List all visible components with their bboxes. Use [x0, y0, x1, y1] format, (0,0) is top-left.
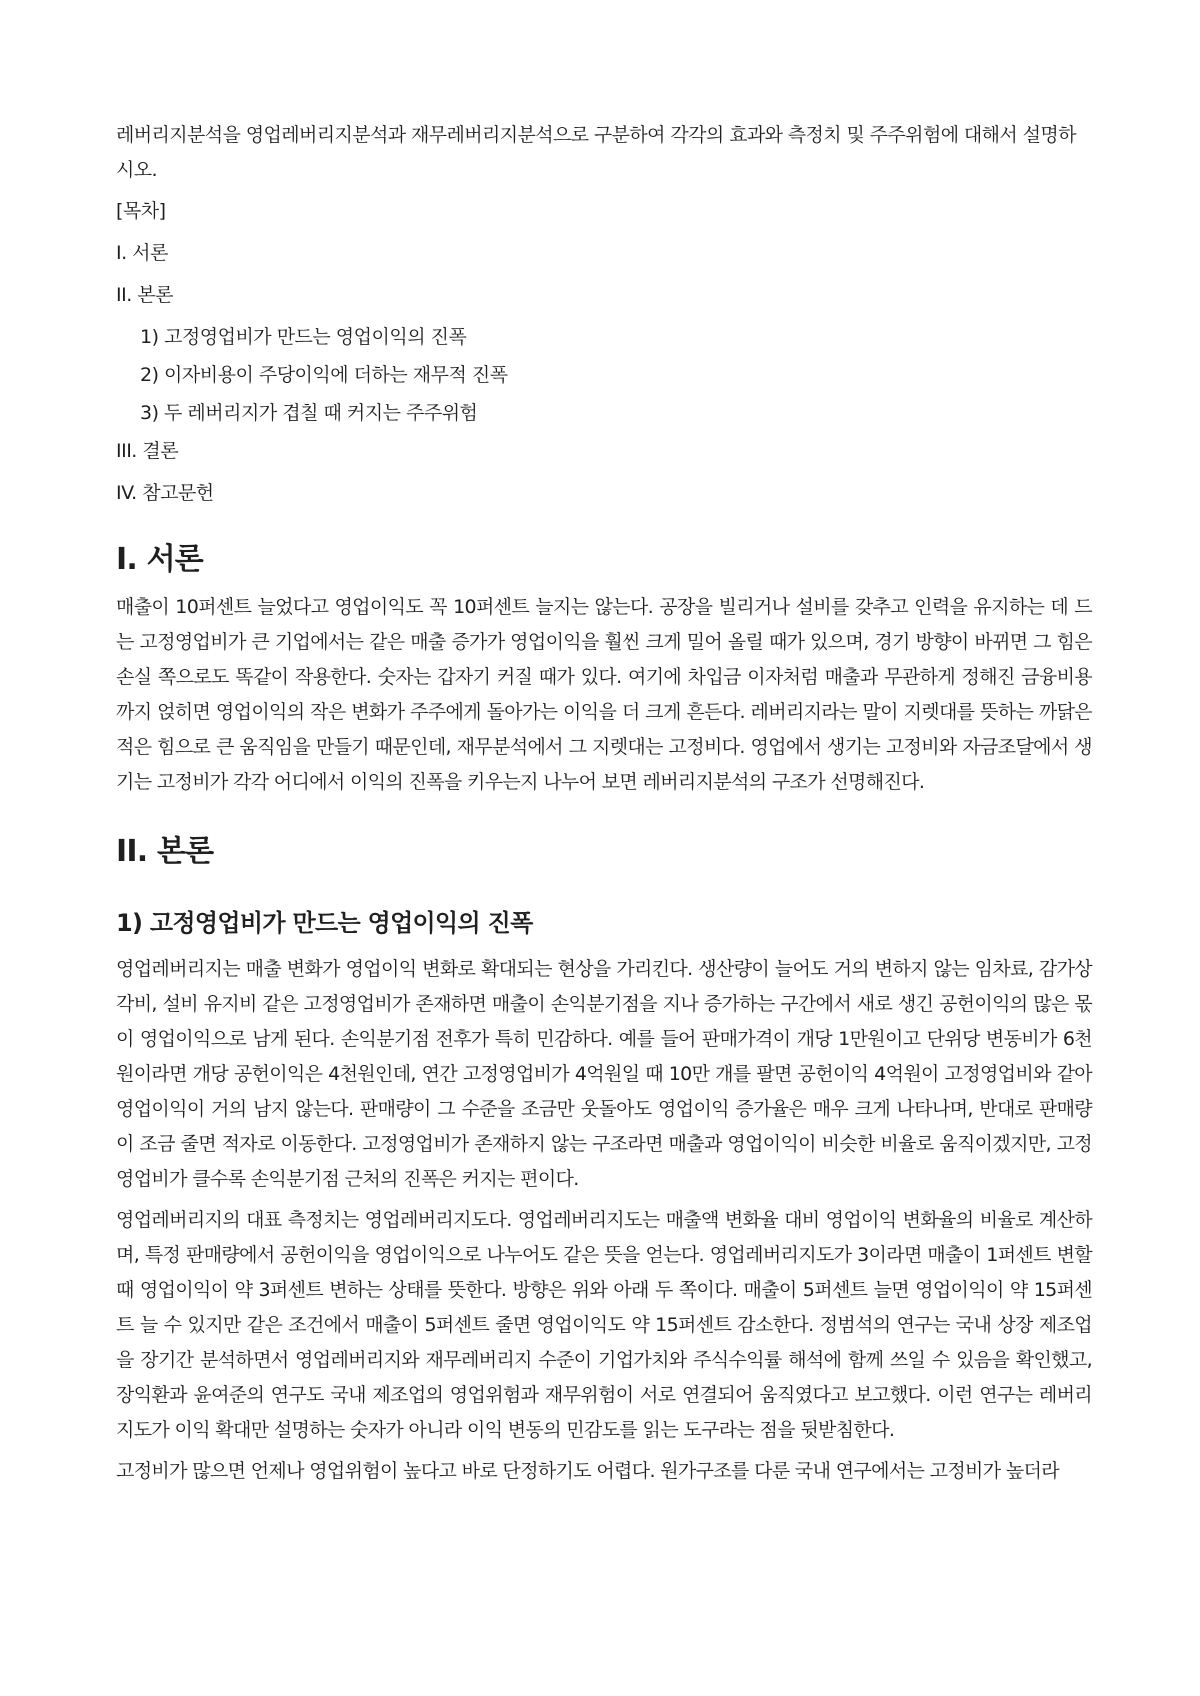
table-of-contents: [116, 196, 1092, 508]
toc-item: III. 결론: [116, 440, 179, 462]
intro-paragraph: 매출이 10퍼센트 늘었다고 영업이익도 꼭 10퍼센트 늘지는 않는다. 공장을 빌리거나 설비를 갖추고 인력을 유지하는 데 드는 고정영업비가 큰 기업에서는 같은 매출 증가가 영업이익을 훨씬 크게 밀어 올릴 때가 있으며, 경기 방향이 바뀌면 그 힘은 손실 쪽으로도 똑같이 작용한다. 숫자는 갑자기 커질 때가 있다. 여기에 차입금 이자처럼 매출과 무관하게 정해진 금융비용까지 얹히면 영업이익의 작은 변화가 주주에게 돌아가는 이익을 더 크게 흔든다. 레버리지라는 말이 지렛대를 뜻하는 까닭은 적은 힘으로 큰 움직임을 만들기 때문인데, 재무분석에서 그 지렛대는 고정비다. 영업에서 생기는 고정비와 자금조달에서 생기는 고정비가 각각 어디에서 이익의 진폭을 키우는지 나누어 보면 레버리지분석의 구조가 선명해진다.: [116, 596, 1092, 793]
body-paragraph: 고정비가 많으면 언제나 영업위험이 높다고 바로 단정하기도 어렵다. 원가구조를 다룬 국내 연구에서는 고정비가 높더라: [116, 1460, 1059, 1482]
toc-item: 1) 고정영업비가 만드는 영업이익의 진폭: [140, 326, 467, 348]
section-title-body: II. 본론: [116, 834, 214, 869]
toc-item: IV. 참고문헌: [116, 482, 214, 504]
toc-item: 2) 이자비용이 주당이익에 더하는 재무적 진폭: [140, 364, 508, 386]
toc-item: 3) 두 레버리지가 겹칠 때 커지는 주주위험: [140, 402, 478, 424]
section-title-intro: I. 서론: [116, 542, 203, 577]
toc-heading: [목차]: [116, 200, 166, 222]
subsection-title-1: 1) 고정영업비가 만드는 영업이익의 진폭: [116, 909, 533, 937]
document-content: [116, 118, 1092, 1495]
body-paragraph: 영업레버리지의 대표 측정치는 영업레버리지도다. 영업레버리지도는 매출액 변화율 대비 영업이익 변화율의 비율로 계산하며, 특정 판매량에서 공헌이익을 영업이익으로 나누어도 같은 뜻을 얻는다. 영업레버리지도가 3이라면 매출이 1퍼센트 변할 때 영업이익이 약 3퍼센트 변하는 상태를 뜻한다. 방향은 위와 아래 두 쪽이다. 매출이 5퍼센트 늘면 영업이익이 약 15퍼센트 늘 수 있지만 같은 조건에서 매출이 5퍼센트 줄면 영업이익도 약 15퍼센트 감소한다. 정범석의 연구는 국내 상장 제조업을 장기간 분석하면서 영업레버리지와 재무레버리지 수준이 기업가치와 주식수익률 해석에 함께 쓰일 수 있음을 확인했고, 장익환과 윤여준의 연구도 국내 제조업의 영업위험과 재무위험이 서로 연결되어 움직였다고 보고했다. 이런 연구는 레버리지도가 이익 확대만 설명하는 숫자가 아니라 이익 변동의 민감도를 읽는 도구라는 점을 뒷받침한다.: [116, 1209, 1092, 1441]
body-paragraph: 영업레버리지는 매출 변화가 영업이익 변화로 확대되는 현상을 가리킨다. 생산량이 늘어도 거의 변하지 않는 임차료, 감가상각비, 설비 유지비 같은 고정영업비가 존재하면 매출이 손익분기점을 지나 증가하는 구간에서 새로 생긴 공헌이익의 많은 몫이 영업이익으로 남게 된다. 손익분기점 전후가 특히 민감하다. 예를 들어 판매가격이 개당 1만원이고 단위당 변동비가 6천원이라면 개당 공헌이익은 4천원인데, 연간 고정영업비가 4억원일 때 10만 개를 팔면 공헌이익 4억원이 고정영업비와 같아 영업이익이 거의 남지 않는다. 판매량이 그 수준을 조금만 웃돌아도 영업이익 증가율은 매우 크게 나타나며, 반대로 판매량이 조금 줄면 적자로 이동한다. 고정영업비가 존재하지 않는 구조라면 매출과 영업이익이 비슷한 비율로 움직이겠지만, 고정영업비가 클수록 손익분기점 근처의 진폭은 커지는 편이다.: [116, 958, 1092, 1190]
question-text: 레버리지분석을 영업레버리지분석과 재무레버리지분석으로 구분하여 각각의 효과와 측정치 및 주주위험에 대해서 설명하시오.: [116, 124, 1076, 181]
toc-item: I. 서론: [116, 242, 168, 264]
toc-item: II. 본론: [116, 284, 173, 306]
toc-list: [116, 238, 1092, 508]
